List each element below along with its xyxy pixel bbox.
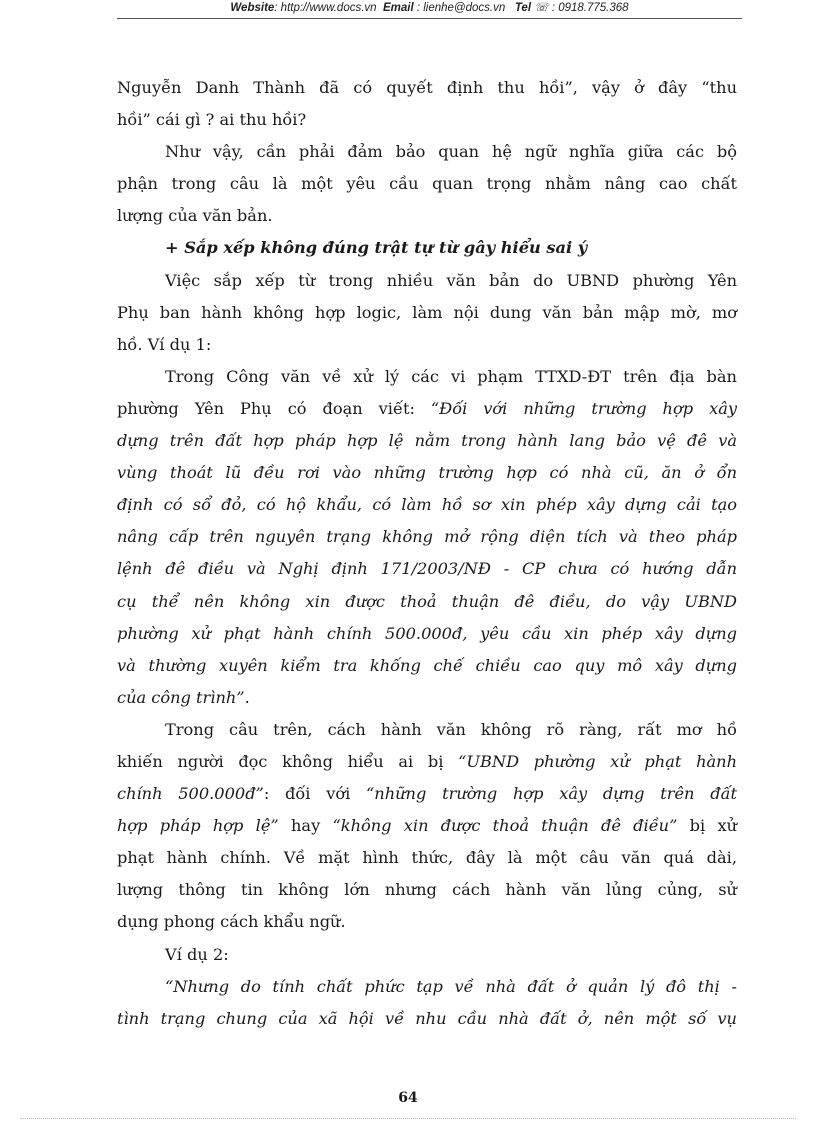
text-line-30: tình trạng chung của xã hội về nhu cầu nhà đất ở, nên một số vụ <box>117 1008 737 1028</box>
text-line-21: Trong câu trên, cách hành văn không rõ ràng, rất mơ hồ <box>165 719 737 739</box>
text-line-1: Nguyễn Danh Thành đã có quyết định thu hồi”, vậy ở đây “thu <box>117 78 737 97</box>
text-line-11-plain: phường Yên Phụ có đoạn viết: <box>117 398 431 418</box>
text-line-23-quote-a: chính 500.000đ” <box>117 784 264 804</box>
text-line-20 <box>117 682 737 714</box>
text-line-17: cụ thể nên không xin được thoả thuận đê điều, do vậy UBND <box>117 591 737 611</box>
page-header <box>117 0 742 17</box>
text-line-24-plain-b: bị xử <box>677 816 738 836</box>
text-line-10: Trong Công văn về xử lý các vi phạm TTXD-ĐT trên địa bàn <box>165 366 737 386</box>
header-divider <box>117 18 742 19</box>
text-line-27: dụng phong cách khẩu ngữ. <box>117 912 346 932</box>
email-label: Email <box>382 2 414 14</box>
text-line-2: hồi” cái gì ? ai thu hồi? <box>117 110 307 130</box>
text-line-9: hồ. Ví dụ 1: <box>117 334 212 354</box>
text-line-7: Việc sắp xếp từ trong nhiều văn bản do UBND phường Yên <box>165 270 737 290</box>
email-value: : lienhe@docs.vn <box>416 2 506 14</box>
text-line-5: lượng của văn bản. <box>117 206 273 226</box>
tel-value: : 0918.775.368 <box>551 2 629 14</box>
text-line-12: dựng trên đất hợp pháp hợp lệ nằm trong hành lang bảo vệ đê và <box>117 431 737 451</box>
text-line-8: Phụ ban hành không hợp logic, làm nội dung văn bản mập mờ, mơ <box>117 302 737 322</box>
document-body <box>117 72 737 1035</box>
text-line-23 <box>117 778 737 810</box>
tel-label: Tel <box>514 2 532 14</box>
text-line-11-quote: “Đối với những trường hợp xây <box>430 398 737 418</box>
text-line-18: phường xử phạt hành chính 500.000đ, yêu cầu xin phép xây dựng <box>117 623 737 643</box>
text-line-28: Ví dụ 2: <box>165 944 229 964</box>
text-line-22-plain: khiến người đọc không hiểu ai bị <box>117 751 459 771</box>
website-value: : http://www.docs.vn <box>274 2 377 14</box>
text-line-14: định có sổ đỏ, có hộ khẩu, có làm hồ sơ xin phép xây dựng cải tạo <box>117 495 737 515</box>
website-label: Website <box>230 2 275 14</box>
text-line-24-quote-b: “không xin được thoả thuận đê điều” <box>332 816 678 836</box>
phone-icon: ☏ <box>534 2 549 14</box>
text-line-13: vùng thoát lũ đều rơi vào những trường hợp có nhà cũ, ăn ở ổn <box>117 463 737 483</box>
text-line-24-plain-a: hay <box>278 816 333 836</box>
text-line-20-quote: của công trình” <box>117 687 245 707</box>
text-line-20-period: . <box>244 687 250 707</box>
text-line-22 <box>117 746 737 778</box>
text-line-29: “Nhưng do tính chất phức tạp về nhà đất ở quản lý đô thị - <box>165 976 737 996</box>
text-line-26: lượng thông tin không lớn nhưng cách hành văn lủng củng, sử <box>117 880 737 900</box>
text-line-3: Như vậy, cần phải đảm bảo quan hệ ngữ nghĩa giữa các bộ <box>165 142 737 162</box>
text-line-24-quote-a: hợp pháp hợp lệ” <box>117 816 279 836</box>
text-line-4: phận trong câu là một yêu cầu quan trọng nhằm nâng cao chất <box>117 174 737 194</box>
footer-divider <box>20 1118 796 1119</box>
text-line-22-quote: “UBND phường xử phạt hành <box>458 751 737 771</box>
section-heading: + Sắp xếp không đúng trật tự từ gây hiểu sai ý <box>165 238 588 258</box>
page-number: 64 <box>398 1090 418 1106</box>
text-line-11 <box>117 393 737 425</box>
text-line-19: và thường xuyên kiểm tra khống chế chiều cao quy mô xây dựng <box>117 655 737 675</box>
text-line-15: nâng cấp trên nguyên trạng không mở rộng diện tích và theo pháp <box>117 527 737 547</box>
text-line-23-plain: : đối với <box>263 784 366 804</box>
text-line-25: phạt hành chính. Về mặt hình thức, đây là một câu văn quá dài, <box>117 848 737 868</box>
text-line-24 <box>117 810 737 842</box>
text-line-23-quote-b: “những trường hợp xây dựng trên đất <box>366 784 737 804</box>
text-line-16: lệnh đê điều và Nghị định 171/2003/NĐ - CP chưa có hướng dẫn <box>117 559 737 579</box>
